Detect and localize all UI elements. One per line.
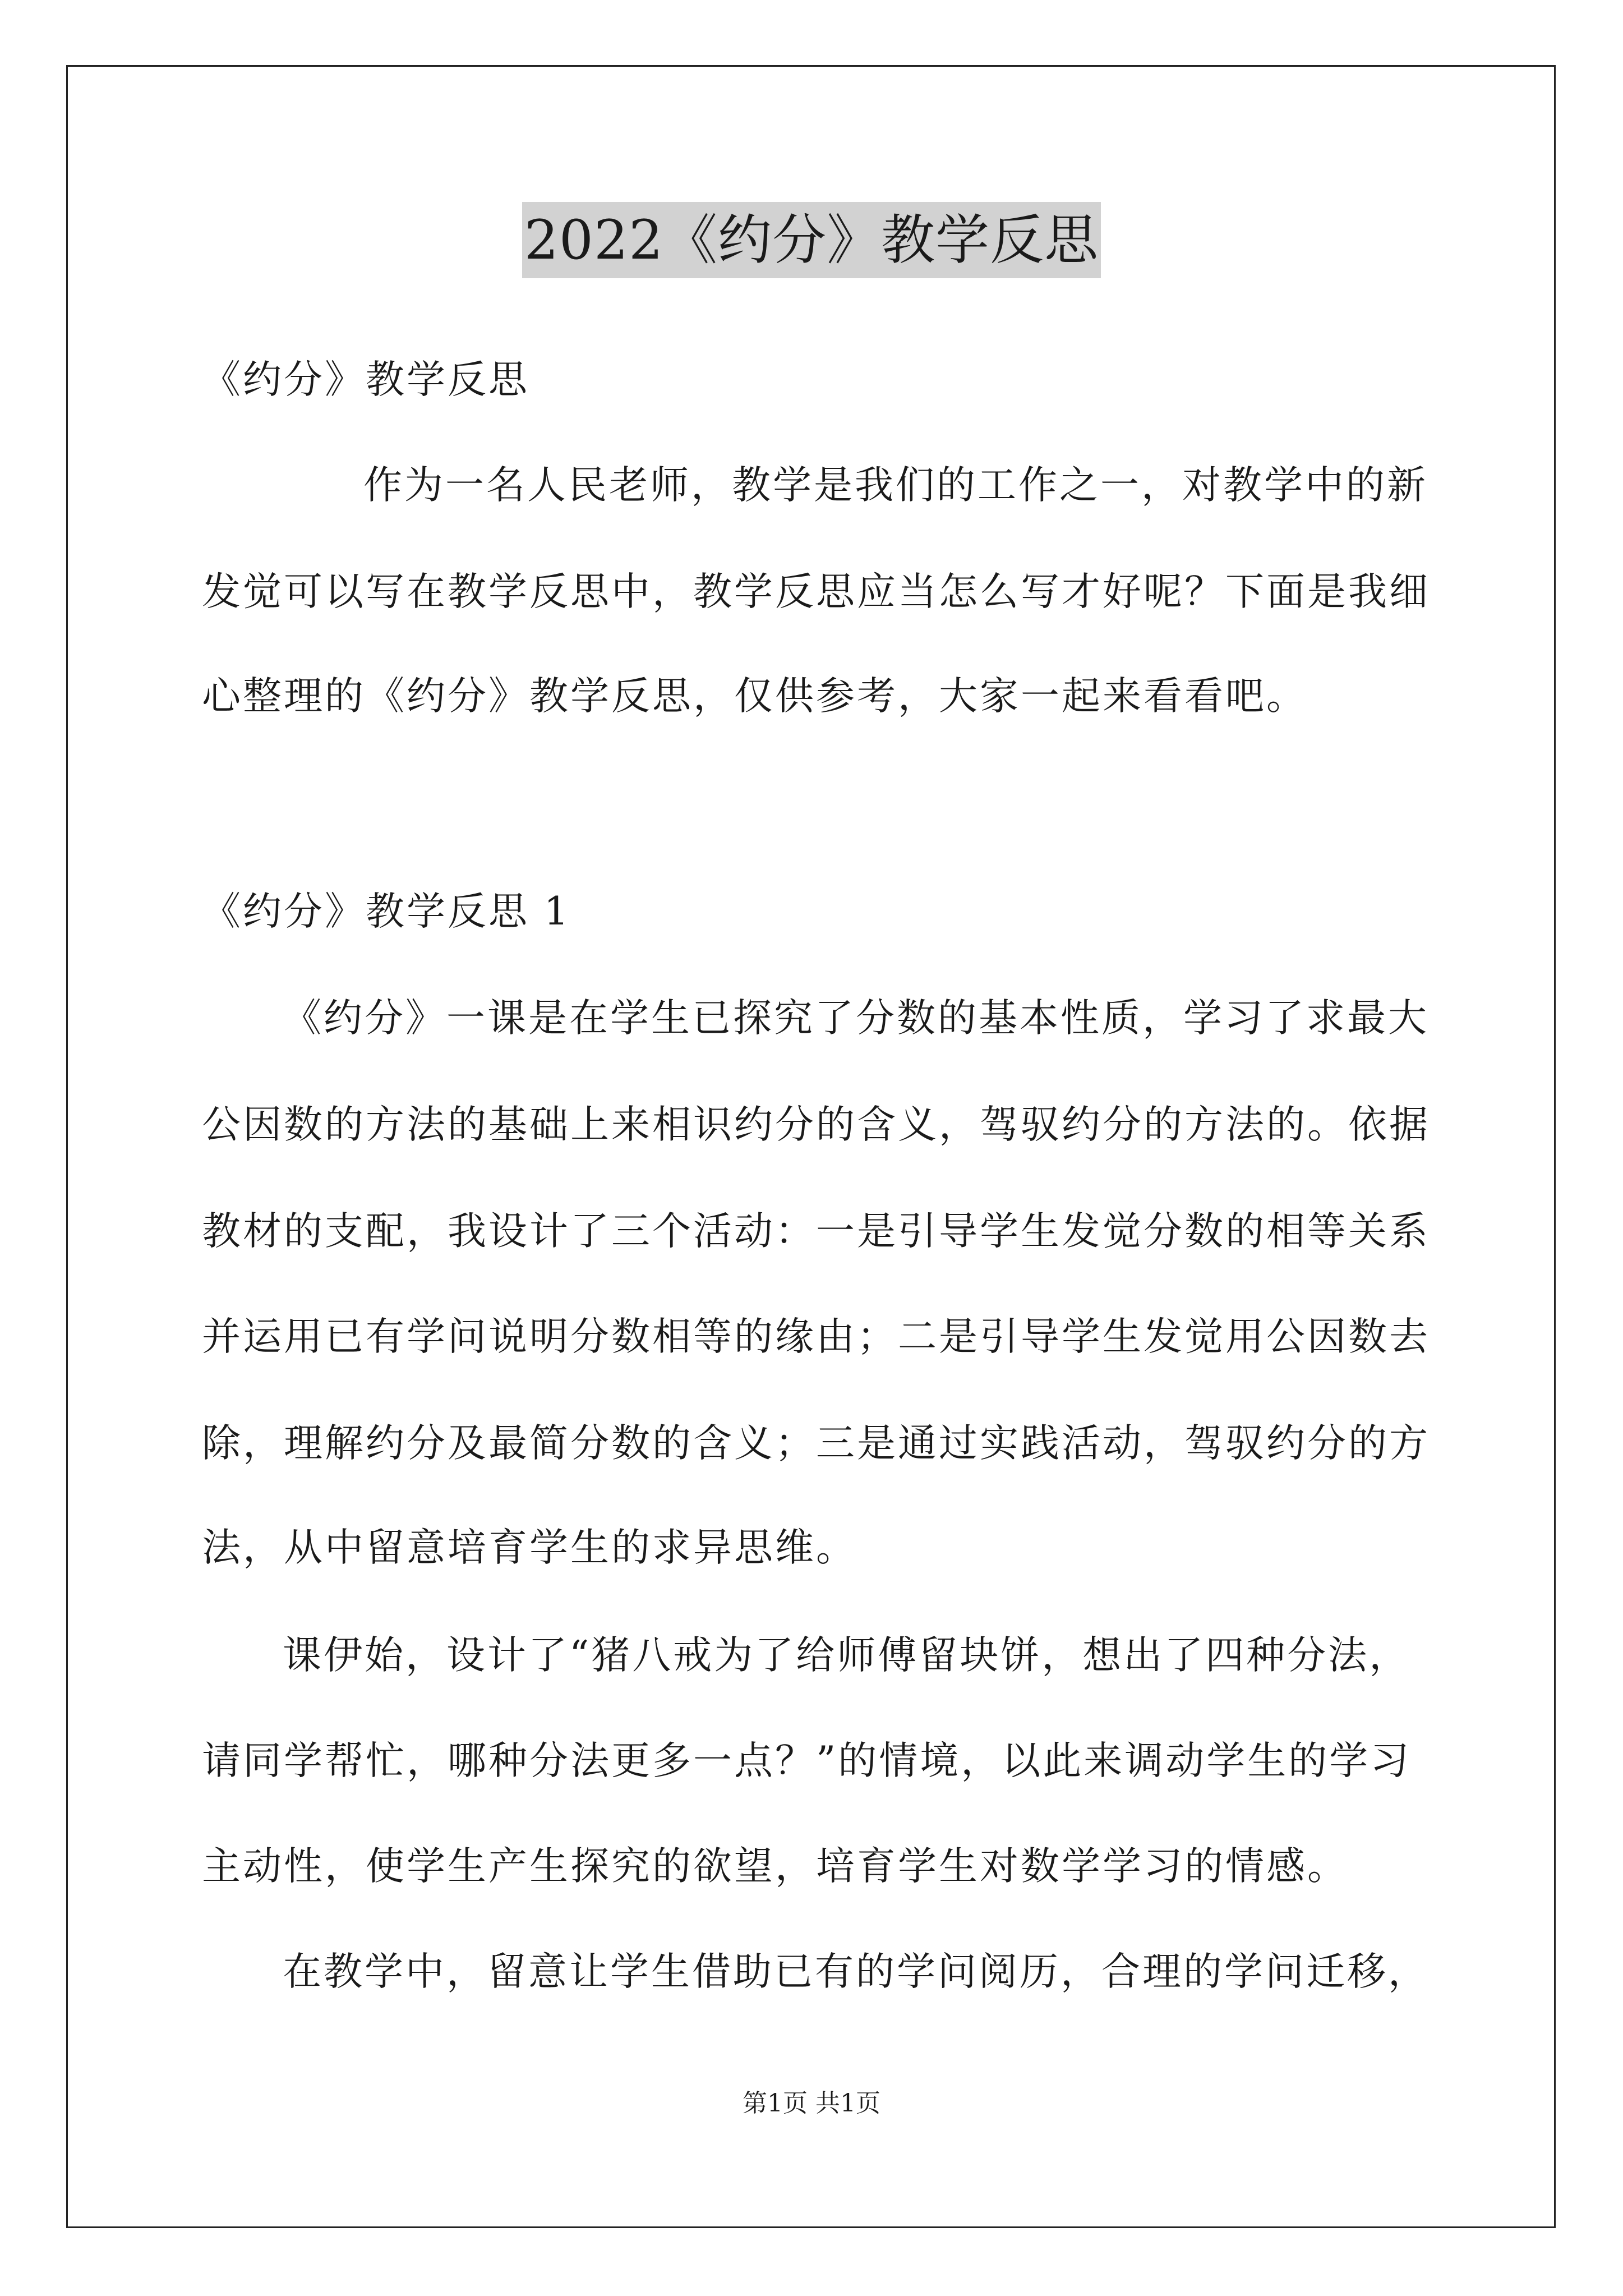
paragraph1-line: 并运用已有学问说明分数相等的缘由；二是引导学生发觉用公因数去	[202, 1314, 1430, 1359]
document-subtitle: 《约分》教学反思	[202, 357, 529, 402]
intro-line: 心整理的《约分》教学反思，仅供参考，大家一起来看看吧。	[202, 674, 1307, 719]
paragraph2-line: 主动性，使学生产生探究的欲望，培育学生对数学学习的情感。	[202, 1844, 1348, 1889]
paragraph1-line: 除，理解约分及最简分数的含义；三是通过实践活动，驾驭约分的方	[202, 1421, 1430, 1466]
paragraph2-line: 课伊始，设计了“猪八戒为了给师傅留块饼，想出了四种分法，	[283, 1633, 1410, 1678]
paragraph1-line: 公因数的方法的基础上来相识约分的含义，驾驭约分的方法的。依据	[202, 1102, 1430, 1147]
paragraph2-line: 请同学帮忙，哪种分法更多一点？”的情境，以此来调动学生的学习	[202, 1738, 1412, 1783]
paragraph3-line: 在教学中，留意让学生借助已有的学问阅历，合理的学问迁移，	[283, 1949, 1429, 1994]
intro-line: 作为一名人民老师，教学是我们的工作之一，对教学中的新	[363, 463, 1428, 508]
paragraph1-line: 教材的支配，我设计了三个活动：一是引导学生发觉分数的相等关系	[202, 1209, 1430, 1254]
paragraph1-line: 法，从中留意培育学生的求异思维。	[202, 1525, 857, 1570]
intro-line: 发觉可以写在教学反思中，教学反思应当怎么写才好呢？下面是我细	[202, 569, 1430, 614]
page-footer: 第1页 共1页	[743, 2089, 880, 2118]
paragraph1-line: 《约分》一课是在学生已探究了分数的基本性质，学习了求最大	[283, 996, 1429, 1041]
title-container	[0, 202, 1623, 278]
document-title: 2022《约分》教学反思	[522, 202, 1101, 278]
section-heading: 《约分》教学反思 1	[202, 889, 571, 934]
